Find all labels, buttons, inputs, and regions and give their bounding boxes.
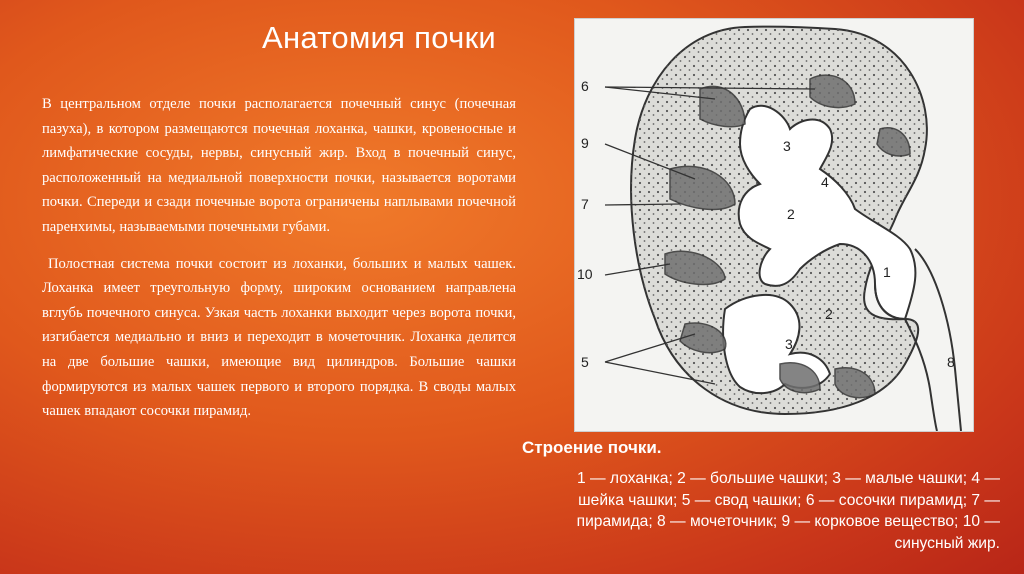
label-6: 6 <box>581 78 589 94</box>
label-7: 7 <box>581 196 589 212</box>
label-3-upper: 3 <box>783 138 791 154</box>
caption-title: Строение почки. <box>522 438 662 457</box>
label-2-lower: 2 <box>825 306 833 322</box>
label-2-upper: 2 <box>787 206 795 222</box>
label-1: 1 <box>883 264 891 280</box>
label-10: 10 <box>577 266 593 282</box>
label-4: 4 <box>821 174 829 190</box>
label-5: 5 <box>581 354 589 370</box>
body-text <box>42 92 516 424</box>
label-9: 9 <box>581 135 589 151</box>
caption-text: 1 — лоханка; 2 — большие чашки; 3 — малые чашки; 4 — шейка чашки; 5 — свод чашки; 6 — сосочки пирамид; 7 — пирамида; 8 — мочеточник; 9 — корковое вещество; 10 — синусный жир. <box>576 470 1000 552</box>
paragraph-cavity-system: Полостная система почки состоит из лоханки, больших и малых чашек. Лоханка имеет треугольную форму, широким основанием направлена вглубь почечного синуса. Узкая часть лоханки выходит через ворота почки, изгибается медиально и вниз и переходит в мочеточник. Лоханка делится на две большие чашки, имеющие вид цилиндров. Большие чашки формируются из малых чашек первого и второго порядка. В своды малых чашек впадают сосочки пирамид. <box>42 255 516 420</box>
slide-title: Анатомия почки <box>262 20 497 55</box>
paragraph-sinus: В центральном отделе почки располагается почечный синус (почечная пазуха), в котором размещаются почечная лоханка, чашки, кровеносные и лимфатические сосуды, нервы, синусный жир. Вход в почечный синус, расположенный на медиальной поверхности почки, называется воротами почки. Спереди и сзади почечные ворота ограничены наплывами почечной паренхимы, называемыми почечными губами. <box>42 96 516 235</box>
kidney-figure <box>574 18 974 432</box>
label-8: 8 <box>947 354 955 370</box>
label-3-lower: 3 <box>785 336 793 352</box>
kidney-diagram <box>575 19 973 431</box>
